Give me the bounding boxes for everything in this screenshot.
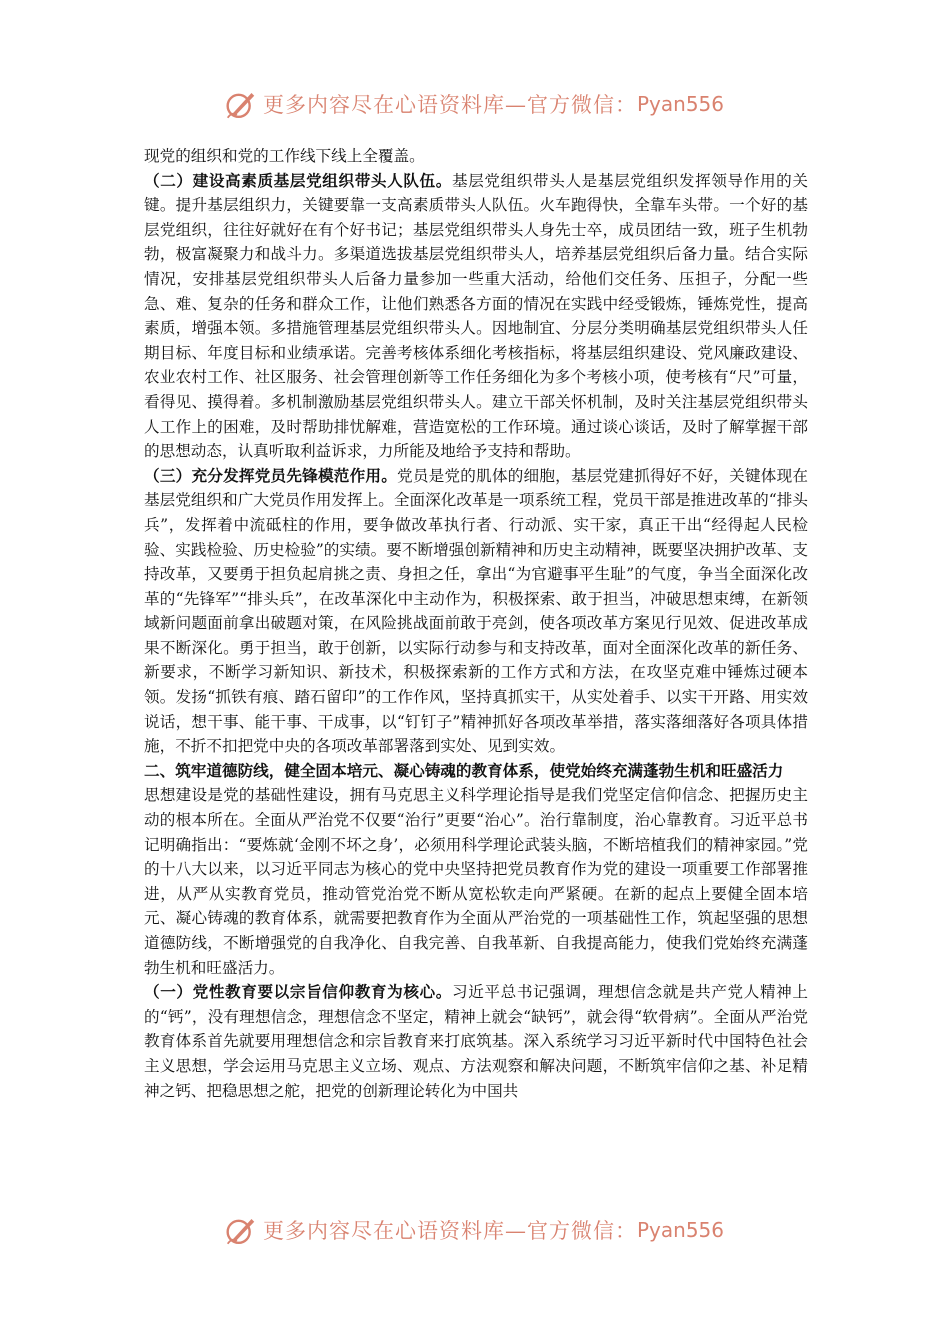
document-body (144, 144, 808, 1103)
banner-text: 更多内容尽在心语资料库—官方微信： (262, 1219, 637, 1243)
paragraph: 现党的组织和党的工作线下线上全覆盖。 (144, 147, 425, 165)
pen-logo-icon (224, 86, 257, 122)
paragraph: 思想建设是党的基础性建设，拥有马克思主义科学理论指导是我们党坚定信仰信念、把握历史主动的根本所在。全面从严治党不仅要“治行”更要“治心”。治行靠制度，治心靠教育。习近平总书记明确指出：“要炼就‘金刚不坏之身’，必须用科学理论武装头脑，不断培植我们的精神家园。”党的十八大以来，以习近平同志为核心的党中央坚持把党员教育作为党的建设一项重要工作部署推进，从严从实教育党员，推动管党治党不断从宽松软走向严紧硬。在新的起点上要健全固本培元、凝心铸魂的教育体系，就需要把教育作为全面从严治党的一项基础性工作，筑起坚强的思想道德防线，不断增强党的自我净化、自我完善、自我革新、自我提高能力，使我们党始终充满蓬勃生机和旺盛活力。 (144, 786, 808, 977)
wechat-id: Pyan556 (636, 1218, 724, 1242)
section-heading: 二、筑牢道德防线，健全固本培元、凝心铸魂的教育体系，使党始终充满蓬勃生机和旺盛活力 (144, 760, 784, 780)
footer-banner (224, 1210, 724, 1250)
pen-logo-icon (224, 1212, 257, 1248)
paragraph: （一）党性教育要以宗旨信仰教育为核心。习近平总书记强调，理想信念就是共产党人精神上的“钙”，没有理想信念，理想信念不坚定，精神上就会“缺钙”，就会得“软骨病”。全面从严治党教育体系首先就要用理想信念和宗旨教育来打底筑基。深入系统学习习近平新时代中国特色社会主义思想，学会运用马克思主义立场、观点、方法观察和解决问题，不断筑牢信仰之基、补足精神之钙、把稳思想之舵，把党的创新理论转化为中国共 (144, 982, 808, 1100)
header-banner (224, 84, 724, 124)
banner-text: 更多内容尽在心语资料库—官方微信： (262, 93, 637, 117)
paragraph: （二）建设高素质基层党组织带头人队伍。基层党组织带头人是基层党组织发挥领导作用的关键。提升基层组织力，关键要靠一支高素质带头人队伍。火车跑得快，全靠车头带。一个好的基层党组织，往往好就好在有个好书记；基层党组织带头人身先士卒，成员团结一致，班子生机勃勃，极富凝聚力和战斗力。多渠道选拔基层党组织带头人，培养基层党组织后备力量。结合实际情况，安排基层党组织带头人后备力量参加一些重大活动，给他们交任务、压担子，分配一些急、难、复杂的任务和群众工作，让他们熟悉各方面的情况在实践中经受锻炼，锤炼党性，提高素质，增强本领。多措施管理基层党组织带头人。因地制宜、分层分类明确基层党组织带头人任期目标、年度目标和业绩承诺。完善考核体系细化考核指标，将基层组织建设、党风廉政建设、农业农村工作、社区服务、社会管理创新等工作任务细化为多个考核小项，使考核有“尺”可量，看得见、摸得着。多机制激励基层党组织带头人。建立干部关怀机制，及时关注基层党组织带头人工作上的困难，及时帮助排忧解难，营造宽松的工作环境。通过谈心谈话，及时了解掌握干部的思想动态，认真听取利益诉求，力所能及地给予支持和帮助。 (144, 170, 808, 461)
wechat-id: Pyan556 (636, 92, 724, 116)
paragraph: （三）充分发挥党员先锋模范作用。党员是党的肌体的细胞，基层党建抓得好不好，关键体现在基层党组织和广大党员作用发挥上。全面深化改革是一项系统工程，党员干部是推进改革的“排头兵”，发挥着中流砥柱的作用，要争做改革执行者、行动派、实干家，真正干出“经得起人民检验、实践检验、历史检验”的实绩。要不断增强创新精神和历史主动精神，既要坚决拥护改革、支持改革，又要勇于担负起肩挑之责、身担之任，拿出“为官避事平生耻”的气度，争当全面深化改革的“先锋军”“排头兵”，在改革深化中主动作为，积极探索、敢于担当，冲破思想束缚，在新领域新问题面前拿出破题对策，在风险挑战面前敢于亮剑，使各项改革方案见行见效、促进改革成果不断深化。勇于担当，敢于创新，以实际行动参与和支持改革，面对全面深化改革的新任务、新要求，不断学习新知识、新技术，积极探索新的工作方式和方法，在攻坚克难中锤炼过硬本领。发扬“抓铁有痕、踏石留印”的工作作风，坚持真抓实干，从实处着手、以实干开路、用实效说话，想干事、能干事、干成事，以“钉钉子”精神抓好各项改革举措，落实落细落好各项具体措施，不折不扣把党中央的各项改革部署落到实处、见到实效。 (144, 465, 808, 756)
